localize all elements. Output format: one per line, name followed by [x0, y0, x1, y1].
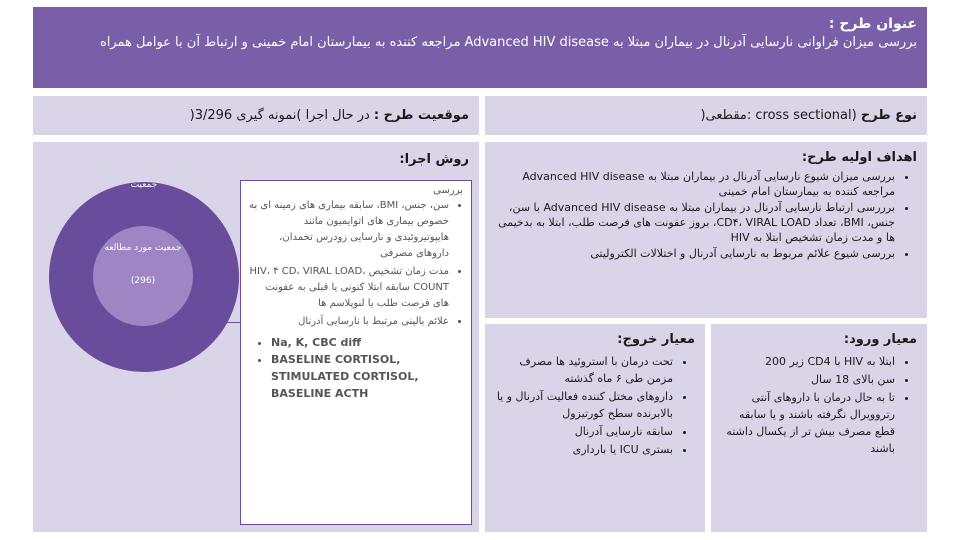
type-label: نوع طرح [860, 108, 917, 123]
review-item: • مدت زمان تشخیص HIV، ۴ CD، VIRAL LOAD، COUNT سابقه ابتلا کنونی یا قبلی به عفونت های فرصت طلب یا لنوپلاسم ها [249, 264, 449, 312]
exit-criteria-item: • داروهای مختل کننده فعالیت آدرنال و یا بالابرنده سطح کورتیزول [495, 388, 673, 422]
exit-criteria-item: • سابقه نارسایی آدرنال [495, 423, 673, 440]
lab-item: • Na, K, CBC diff [271, 334, 463, 351]
method-title: روش اجرا: [399, 152, 469, 167]
title-heading: عنوان طرح : [828, 16, 917, 32]
objective-item: • بررسی شیوع علائم مربوط به نارسایی آدرنال و اختلالات الکترولیتی [495, 246, 895, 261]
objective-item: • بررسی میزان شیوع نارسایی آدرنال در بیماران مبتلا به Advanced HIV disease مراجعه کننده به بیمارستان امام خمینی [495, 169, 895, 199]
objectives-list [495, 169, 917, 261]
sample-count: (296) [130, 276, 156, 286]
studied-population-label: جمعیت مورد مطالعه [104, 243, 182, 253]
type-panel [485, 96, 927, 135]
objective-item: • برررسی ارتباط نارسایی آدرنال در بیماران مبتلا به Advanced HIV disease با سن، جنس، BMI، تعداد CD۴، VIRAL LOAD، بروز عفونت های فرصت طلب، ابتلا به بدخیمی ها و مدت زمان تشخیص ابتلا به HIV [495, 200, 895, 245]
entry-criteria-item: • تا به حال درمان با داروهای آنتی رتروویرال نگرفته باشند و یا سابقه قطع مصرف بیش تر از یکسال داشته باشند [721, 389, 895, 457]
entry-criteria-item: • ابتلا به HIV با CD4 زیر 200 [721, 353, 895, 370]
review-heading: بررسی [433, 185, 463, 196]
connector-line [183, 322, 240, 323]
entry-criteria-item: • سن بالای 18 سال [721, 371, 895, 388]
exit-criteria-item: • بستری ICU یا بارداری [495, 441, 673, 458]
exit-criteria-item: • تحت درمان با استروئید ها مصرف مزمن طی ۶ ماه گذشته [495, 353, 673, 387]
status-label: موقعیت طرح : [373, 108, 469, 123]
review-list [249, 198, 463, 330]
status-panel [33, 96, 479, 135]
objectives-panel [485, 142, 927, 318]
title-text: بررسی میزان فراوانی نارسایی آدرنال در بیماران مبتلا به Advanced HIV disease مراجعه کننده به بیمارستان امام خمینی و ارتباط آن با عوامل همراه [99, 35, 917, 50]
exit-criteria-label: معیار خروج: [617, 332, 695, 347]
exit-criteria-panel [485, 324, 705, 532]
review-item: • علائم بالینی مرتبط با نارسایی آدرنال [249, 314, 449, 330]
title-banner [33, 7, 927, 88]
lab-list [249, 334, 463, 402]
population-label: جمعیت [130, 180, 158, 190]
review-panel [240, 180, 472, 525]
entry-criteria-list [721, 353, 917, 457]
entry-criteria-panel [711, 324, 927, 532]
type-value: (cross sectional :مقطعی( [700, 108, 857, 123]
status-value: در حال اجرا )نمونه گیری 3/296( [189, 108, 370, 123]
lab-item: • BASELINE CORTISOL, STIMULATED CORTISOL, BASELINE ACTH [271, 351, 463, 402]
entry-criteria-label: معیار ورود: [843, 332, 917, 347]
method-panel [33, 142, 479, 532]
objectives-label: اهداف اولیه طرح: [801, 150, 917, 165]
exit-criteria-list [495, 353, 695, 458]
review-item: • سن، جنس، BMI، سابقه بیماری های زمینه ای به خصوص بیماری های اتوایمیون مانند هایپوتیروئیدی و نارسایی زودرس تخمدان، داروهای مصرفی [249, 198, 449, 262]
